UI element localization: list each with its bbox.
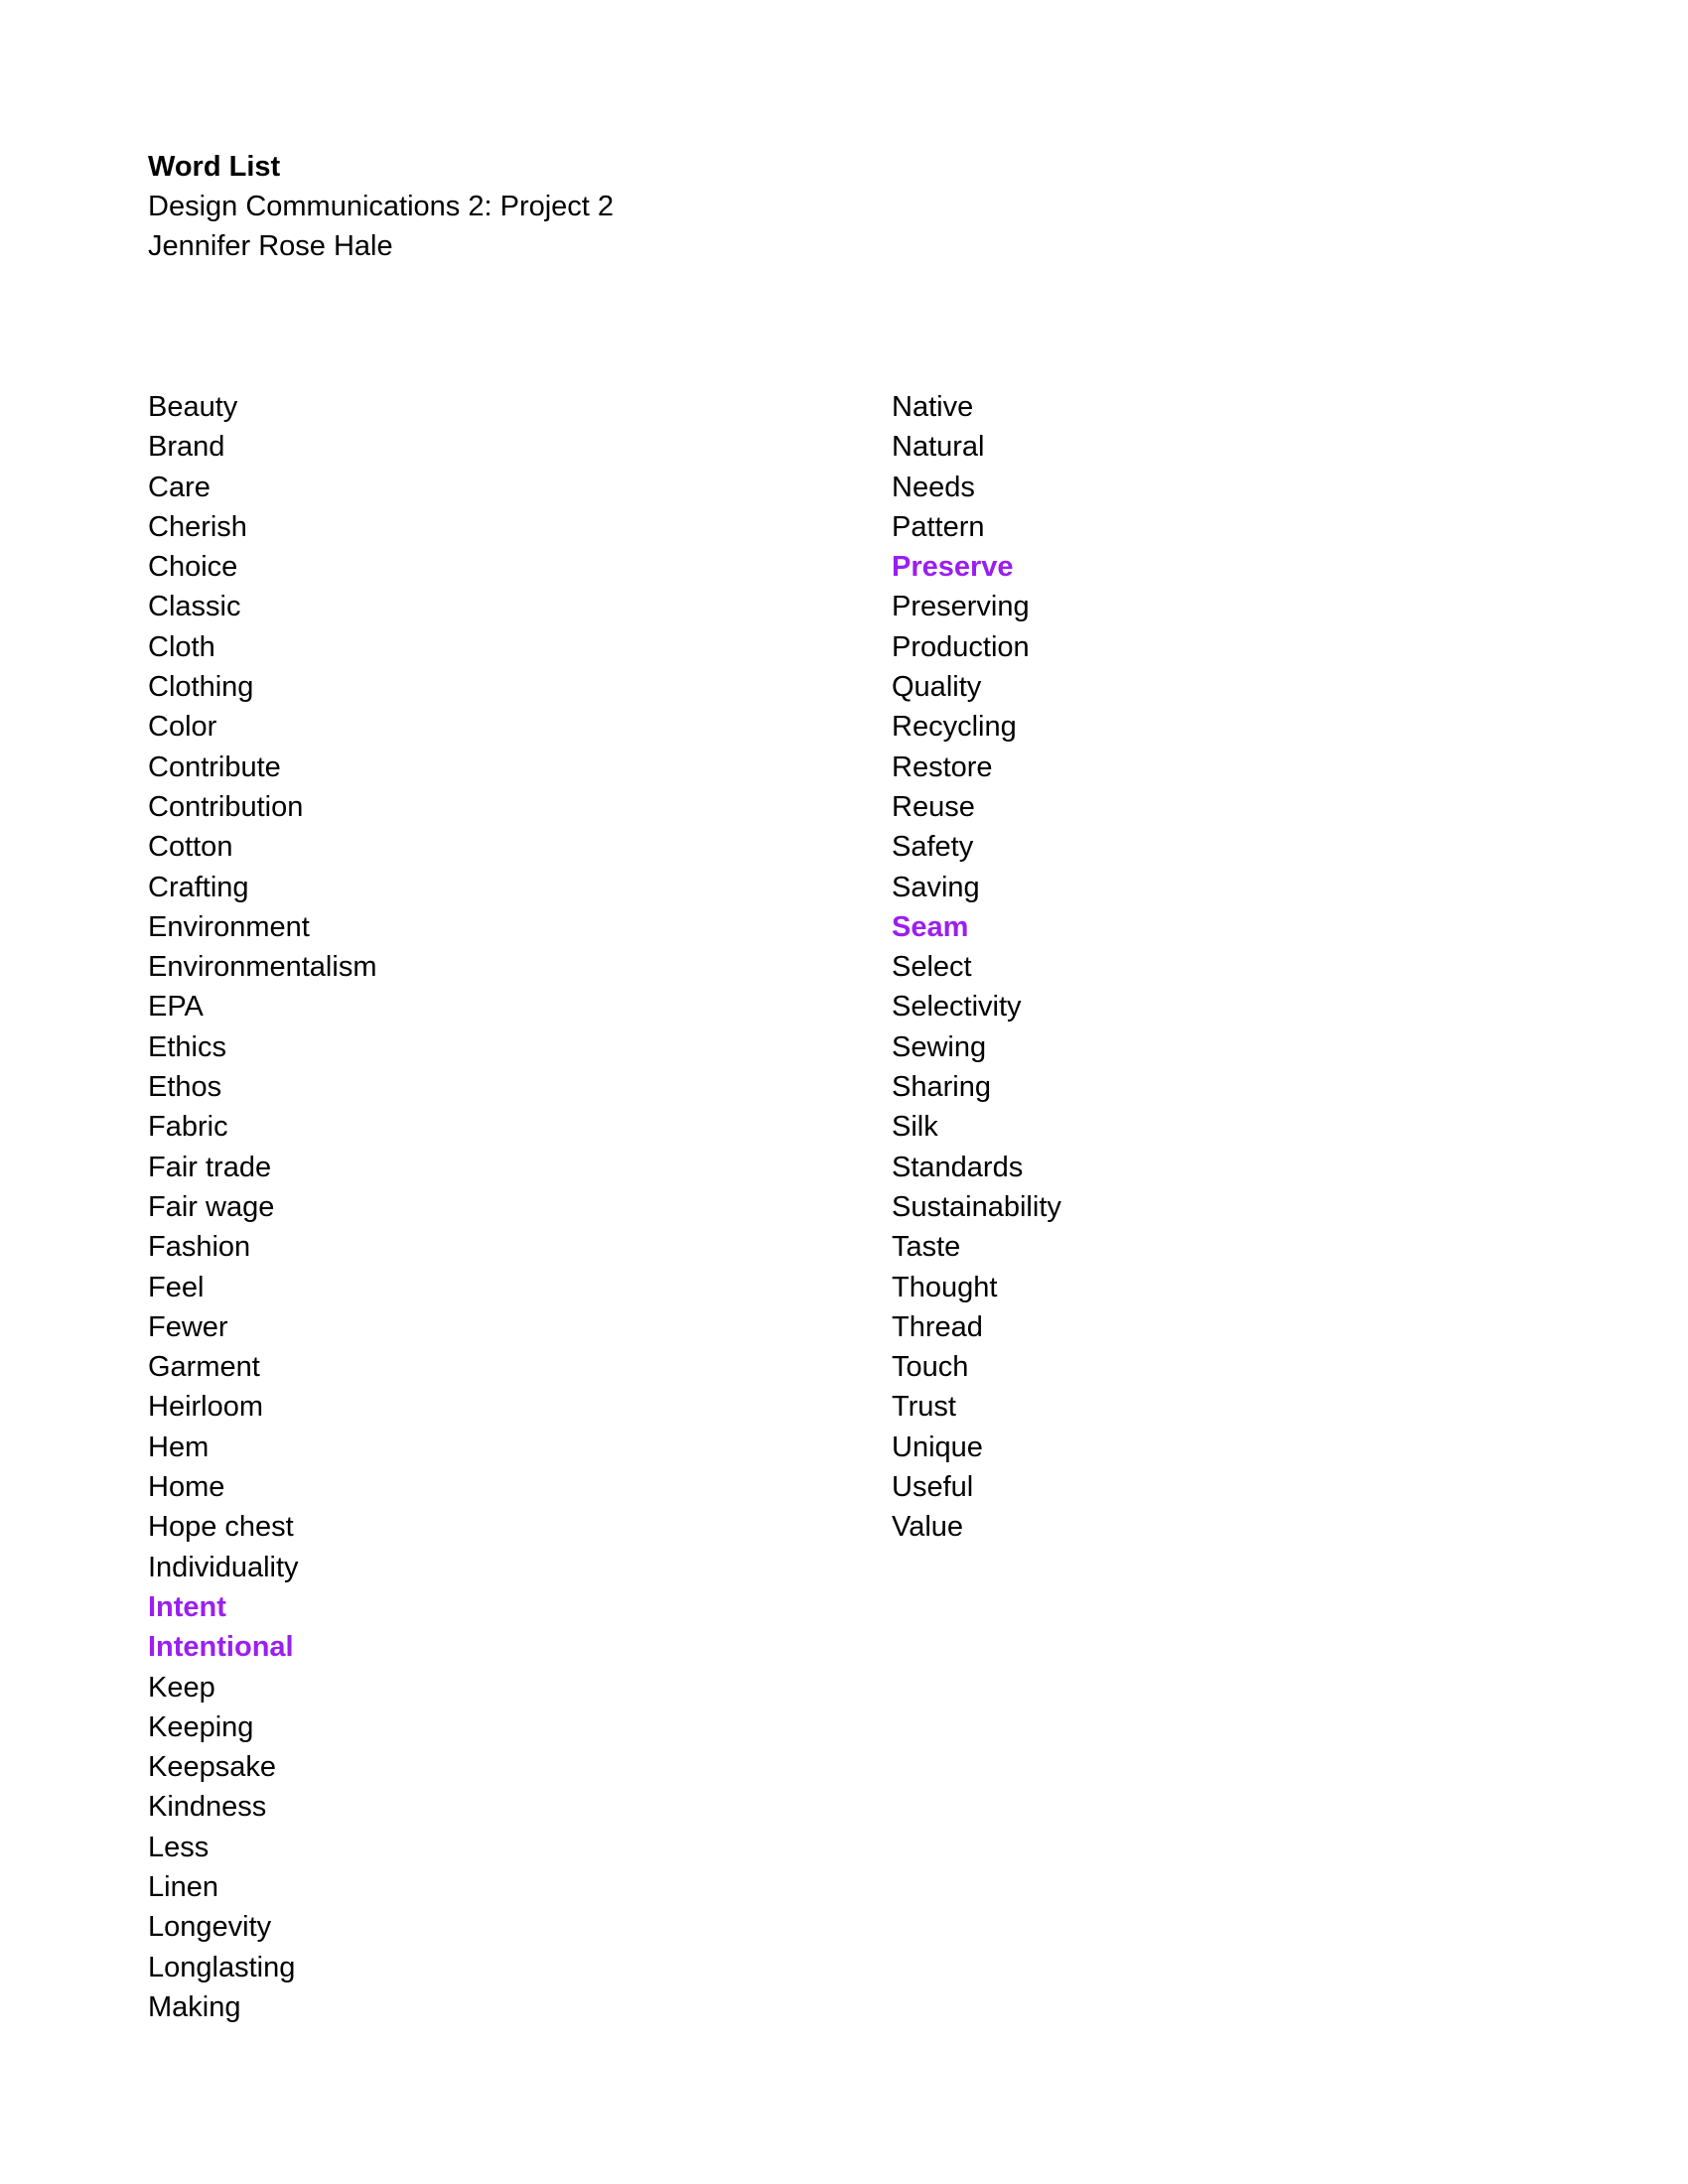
word-list-item: Choice <box>148 551 238 584</box>
word-list-item: Contribute <box>148 751 281 783</box>
word-list-item: Ethics <box>148 1030 226 1063</box>
word-list-item: Reuse <box>892 790 975 823</box>
word-list-item: Touch <box>892 1351 969 1384</box>
word-list-item: Fabric <box>148 1111 228 1144</box>
word-list-item: Fair trade <box>148 1151 272 1183</box>
word-list-item: Thought <box>892 1271 998 1303</box>
word-list-item: Useful <box>892 1471 974 1504</box>
course-name: Design Communications 2: Project 2 <box>148 191 615 222</box>
word-list-item: Contribution <box>148 790 304 823</box>
word-list-item: Selectivity <box>892 991 1022 1024</box>
word-list-item: Hope chest <box>148 1511 294 1544</box>
word-list-item: Keep <box>148 1671 215 1704</box>
word-list-item: Ethos <box>148 1071 222 1104</box>
word-list-item: Cloth <box>148 630 215 663</box>
word-list-item: Saving <box>892 871 980 903</box>
word-list-item: Clothing <box>148 671 254 704</box>
word-column-right <box>892 387 1061 1548</box>
word-list-item: Color <box>148 711 217 744</box>
word-list-item: Making <box>148 1990 241 2023</box>
word-list-item: Sustainability <box>892 1190 1061 1223</box>
word-list-item: Environment <box>148 910 310 943</box>
word-list-item: Preserving <box>892 591 1030 623</box>
word-list-item: Heirloom <box>148 1391 264 1424</box>
word-list-item: Pattern <box>892 510 985 543</box>
highlighted-word: Seam <box>892 910 969 943</box>
word-list-item: Standards <box>892 1151 1024 1183</box>
word-list-item: Feel <box>148 1271 205 1303</box>
word-list-item: Individuality <box>148 1551 299 1583</box>
word-list-item: Brand <box>148 431 225 464</box>
word-list-item: Safety <box>892 831 974 864</box>
word-list-item: Restore <box>892 751 993 783</box>
word-list-item: Fewer <box>148 1310 228 1343</box>
word-list-item: Recycling <box>892 711 1017 744</box>
word-list-item: Environmentalism <box>148 951 377 984</box>
word-list-item: Fashion <box>148 1231 251 1264</box>
word-list-item: Linen <box>148 1870 218 1903</box>
word-column-left <box>148 387 376 2027</box>
word-list-item: Cotton <box>148 831 233 864</box>
word-list-item: Select <box>892 951 972 984</box>
word-list-item: Silk <box>892 1111 938 1144</box>
highlighted-word: Preserve <box>892 551 1014 584</box>
word-list-item: Needs <box>892 471 975 503</box>
word-list-item: Value <box>892 1511 964 1544</box>
word-list-item: Kindness <box>148 1791 267 1824</box>
word-list-item: Home <box>148 1471 225 1504</box>
word-list-item: Keeping <box>148 1710 254 1743</box>
word-list-item: Garment <box>148 1351 260 1384</box>
word-list-item: EPA <box>148 991 204 1024</box>
word-list-item: Classic <box>148 591 241 623</box>
word-list-item: Unique <box>892 1431 983 1463</box>
word-list-item: Production <box>892 630 1030 663</box>
word-list-item: Natural <box>892 431 985 464</box>
word-list-item: Crafting <box>148 871 249 903</box>
word-list-item: Quality <box>892 671 982 704</box>
author-name: Jennifer Rose Hale <box>148 230 393 262</box>
word-list-item: Longevity <box>148 1911 272 1944</box>
word-list-item: Hem <box>148 1431 210 1463</box>
word-list-item: Thread <box>892 1310 983 1343</box>
word-list-item: Care <box>148 471 211 503</box>
word-list-item: Cherish <box>148 510 247 543</box>
document-header <box>148 147 614 266</box>
highlighted-word: Intent <box>148 1590 226 1623</box>
word-list-item: Keepsake <box>148 1751 276 1784</box>
highlighted-word: Intentional <box>148 1631 294 1664</box>
word-list-item: Beauty <box>148 391 238 423</box>
word-list-item: Fair wage <box>148 1190 275 1223</box>
word-list-item: Sharing <box>892 1071 991 1104</box>
word-list-item: Longlasting <box>148 1951 296 1983</box>
word-list-item: Sewing <box>892 1030 987 1063</box>
word-list-item: Less <box>148 1831 210 1863</box>
word-list-item: Taste <box>892 1231 961 1264</box>
word-list-item: Native <box>892 391 974 423</box>
word-list-item: Trust <box>892 1391 956 1424</box>
document-title: Word List <box>148 151 281 183</box>
